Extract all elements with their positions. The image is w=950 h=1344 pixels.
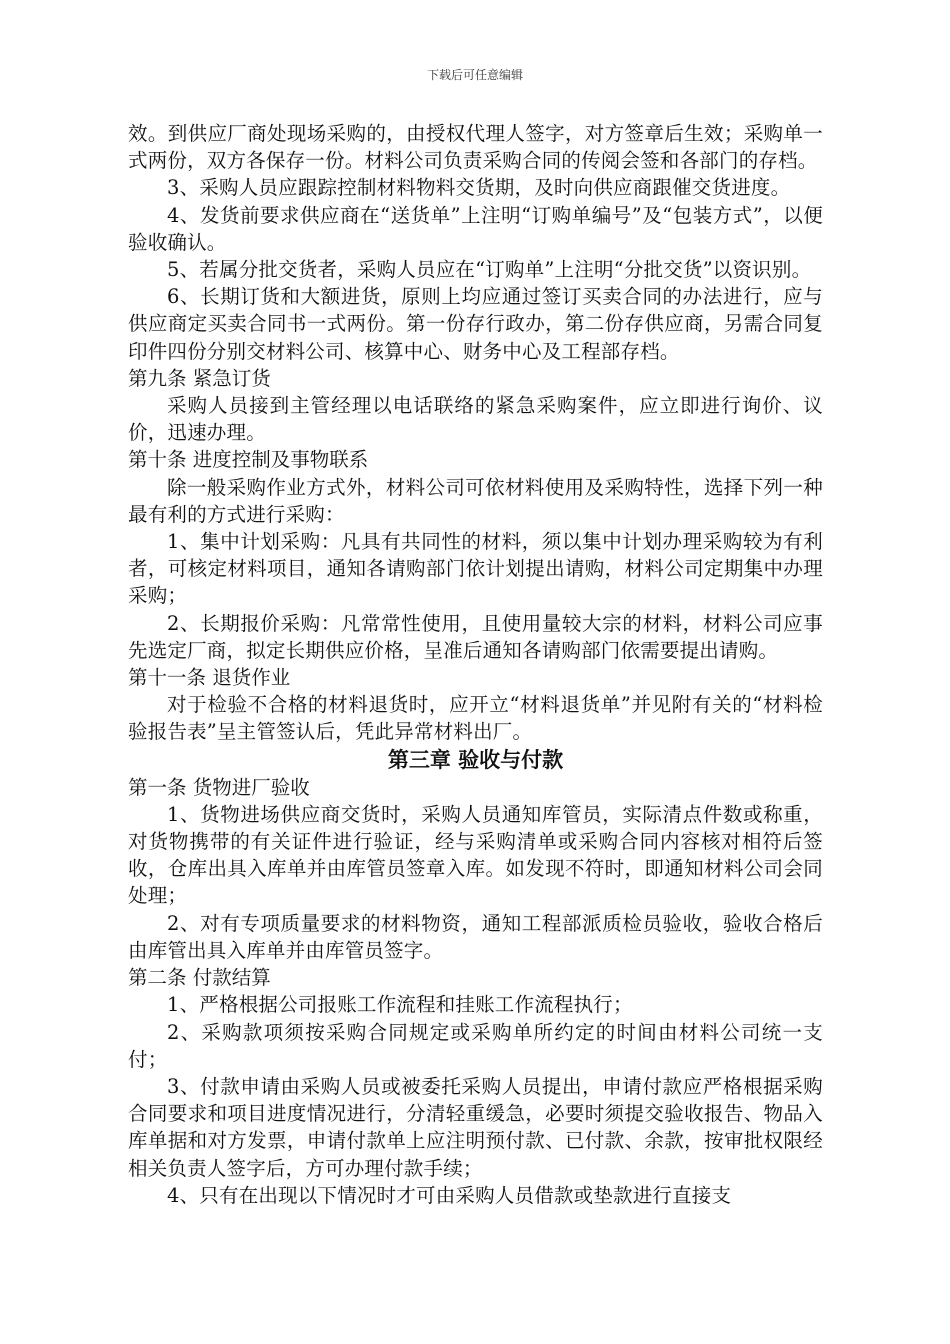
paragraph: 2、对有专项质量要求的材料物资，通知工程部派质检员验收，验收合格后由库管出具入库单并由库管员签字。 [128,911,823,962]
paragraph: 1、严格根据公司报账工作流程和挂账工作流程执行； [167,993,633,1017]
document-body [128,120,823,1209]
article-heading: 第十一条 退货作业 [128,666,291,690]
chapter-title: 第三章 验收与付款 [387,747,564,772]
paragraph: 4、只有在出现以下情况时才可由采购人员借款或垫款进行直接支 [167,1183,732,1207]
page-header: 下载后可任意编辑 [426,68,523,82]
article-heading: 第九条 紧急订货 [128,366,271,390]
paragraph: 对于检验不合格的材料退货时，应开立“材料退货单”并见附有关的“材料检验报告表”呈主管签认后，凭此异常材料出厂。 [128,693,823,744]
paragraph: 4、发货前要求供应商在“送货单”上注明“订购单编号”及“包装方式”，以便验收确认。 [128,203,823,254]
paragraph: 1、集中计划采购：凡具有共同性的材料，须以集中计划办理采购较为有利者，可核定材料项目，通知各请购部门依计划提出请购，材料公司定期集中办理采购； [128,530,823,608]
article-heading: 第一条 货物进厂验收 [128,775,310,799]
article-heading: 第十条 进度控制及事物联系 [128,448,369,472]
paragraph: 1、货物进场供应商交货时，采购人员通知库管员，实际清点件数或称重，对货物携带的有关证件进行验证，经与采购清单或采购合同内容核对相符后签收，仓库出具入库单并由库管员签章入库。如发现不符时，即通知材料公司会同处理； [128,802,823,908]
paragraph: 5、若属分批交货者，采购人员应在“订购单”上注明“分批交货”以资识别。 [167,258,812,282]
paragraph: 2、长期报价采购：凡常常性使用，且使用量较大宗的材料，材料公司应事先选定厂商，拟定长期供应价格，呈准后通知各请购部门依需要提出请购。 [128,611,823,662]
paragraph: 2、采购款项须按采购合同规定或采购单所约定的时间由材料公司统一支付； [128,1020,823,1071]
paragraph: 6、长期订货和大额进货，原则上均应通过签订买卖合同的办法进行，应与供应商定买卖合同书一式两份。第一份存行政办，第二份存供应商，另需合同复印件四份分别交材料公司、核算中心、财务中心及工程部存档。 [128,285,823,363]
paragraph: 采购人员接到主管经理以电话联络的紧急采购案件，应立即进行询价、议价，迅速办理。 [128,394,823,445]
paragraph: 3、采购人员应跟踪控制材料物料交货期，及时向供应商跟催交货进度。 [167,176,791,200]
paragraph: 效。到供应厂商处现场采购的，由授权代理人签字，对方签章后生效；采购单一式两份，双方各保存一份。材料公司负责采购合同的传阅会签和各部门的存档。 [128,122,823,173]
paragraph: 除一般采购作业方式外，材料公司可依材料使用及采购特性，选择下列一种最有利的方式进行采购： [128,475,823,526]
article-heading: 第二条 付款结算 [128,966,271,990]
paragraph: 3、付款申请由采购人员或被委托采购人员提出，申请付款应严格根据采购合同要求和项目进度情况进行，分清轻重缓急，必要时须提交验收报告、物品入库单据和对方发票，申请付款单上应注明预付款、已付款、余款，按审批权限经相关负责人签字后，方可办理付款手续； [128,1074,823,1180]
